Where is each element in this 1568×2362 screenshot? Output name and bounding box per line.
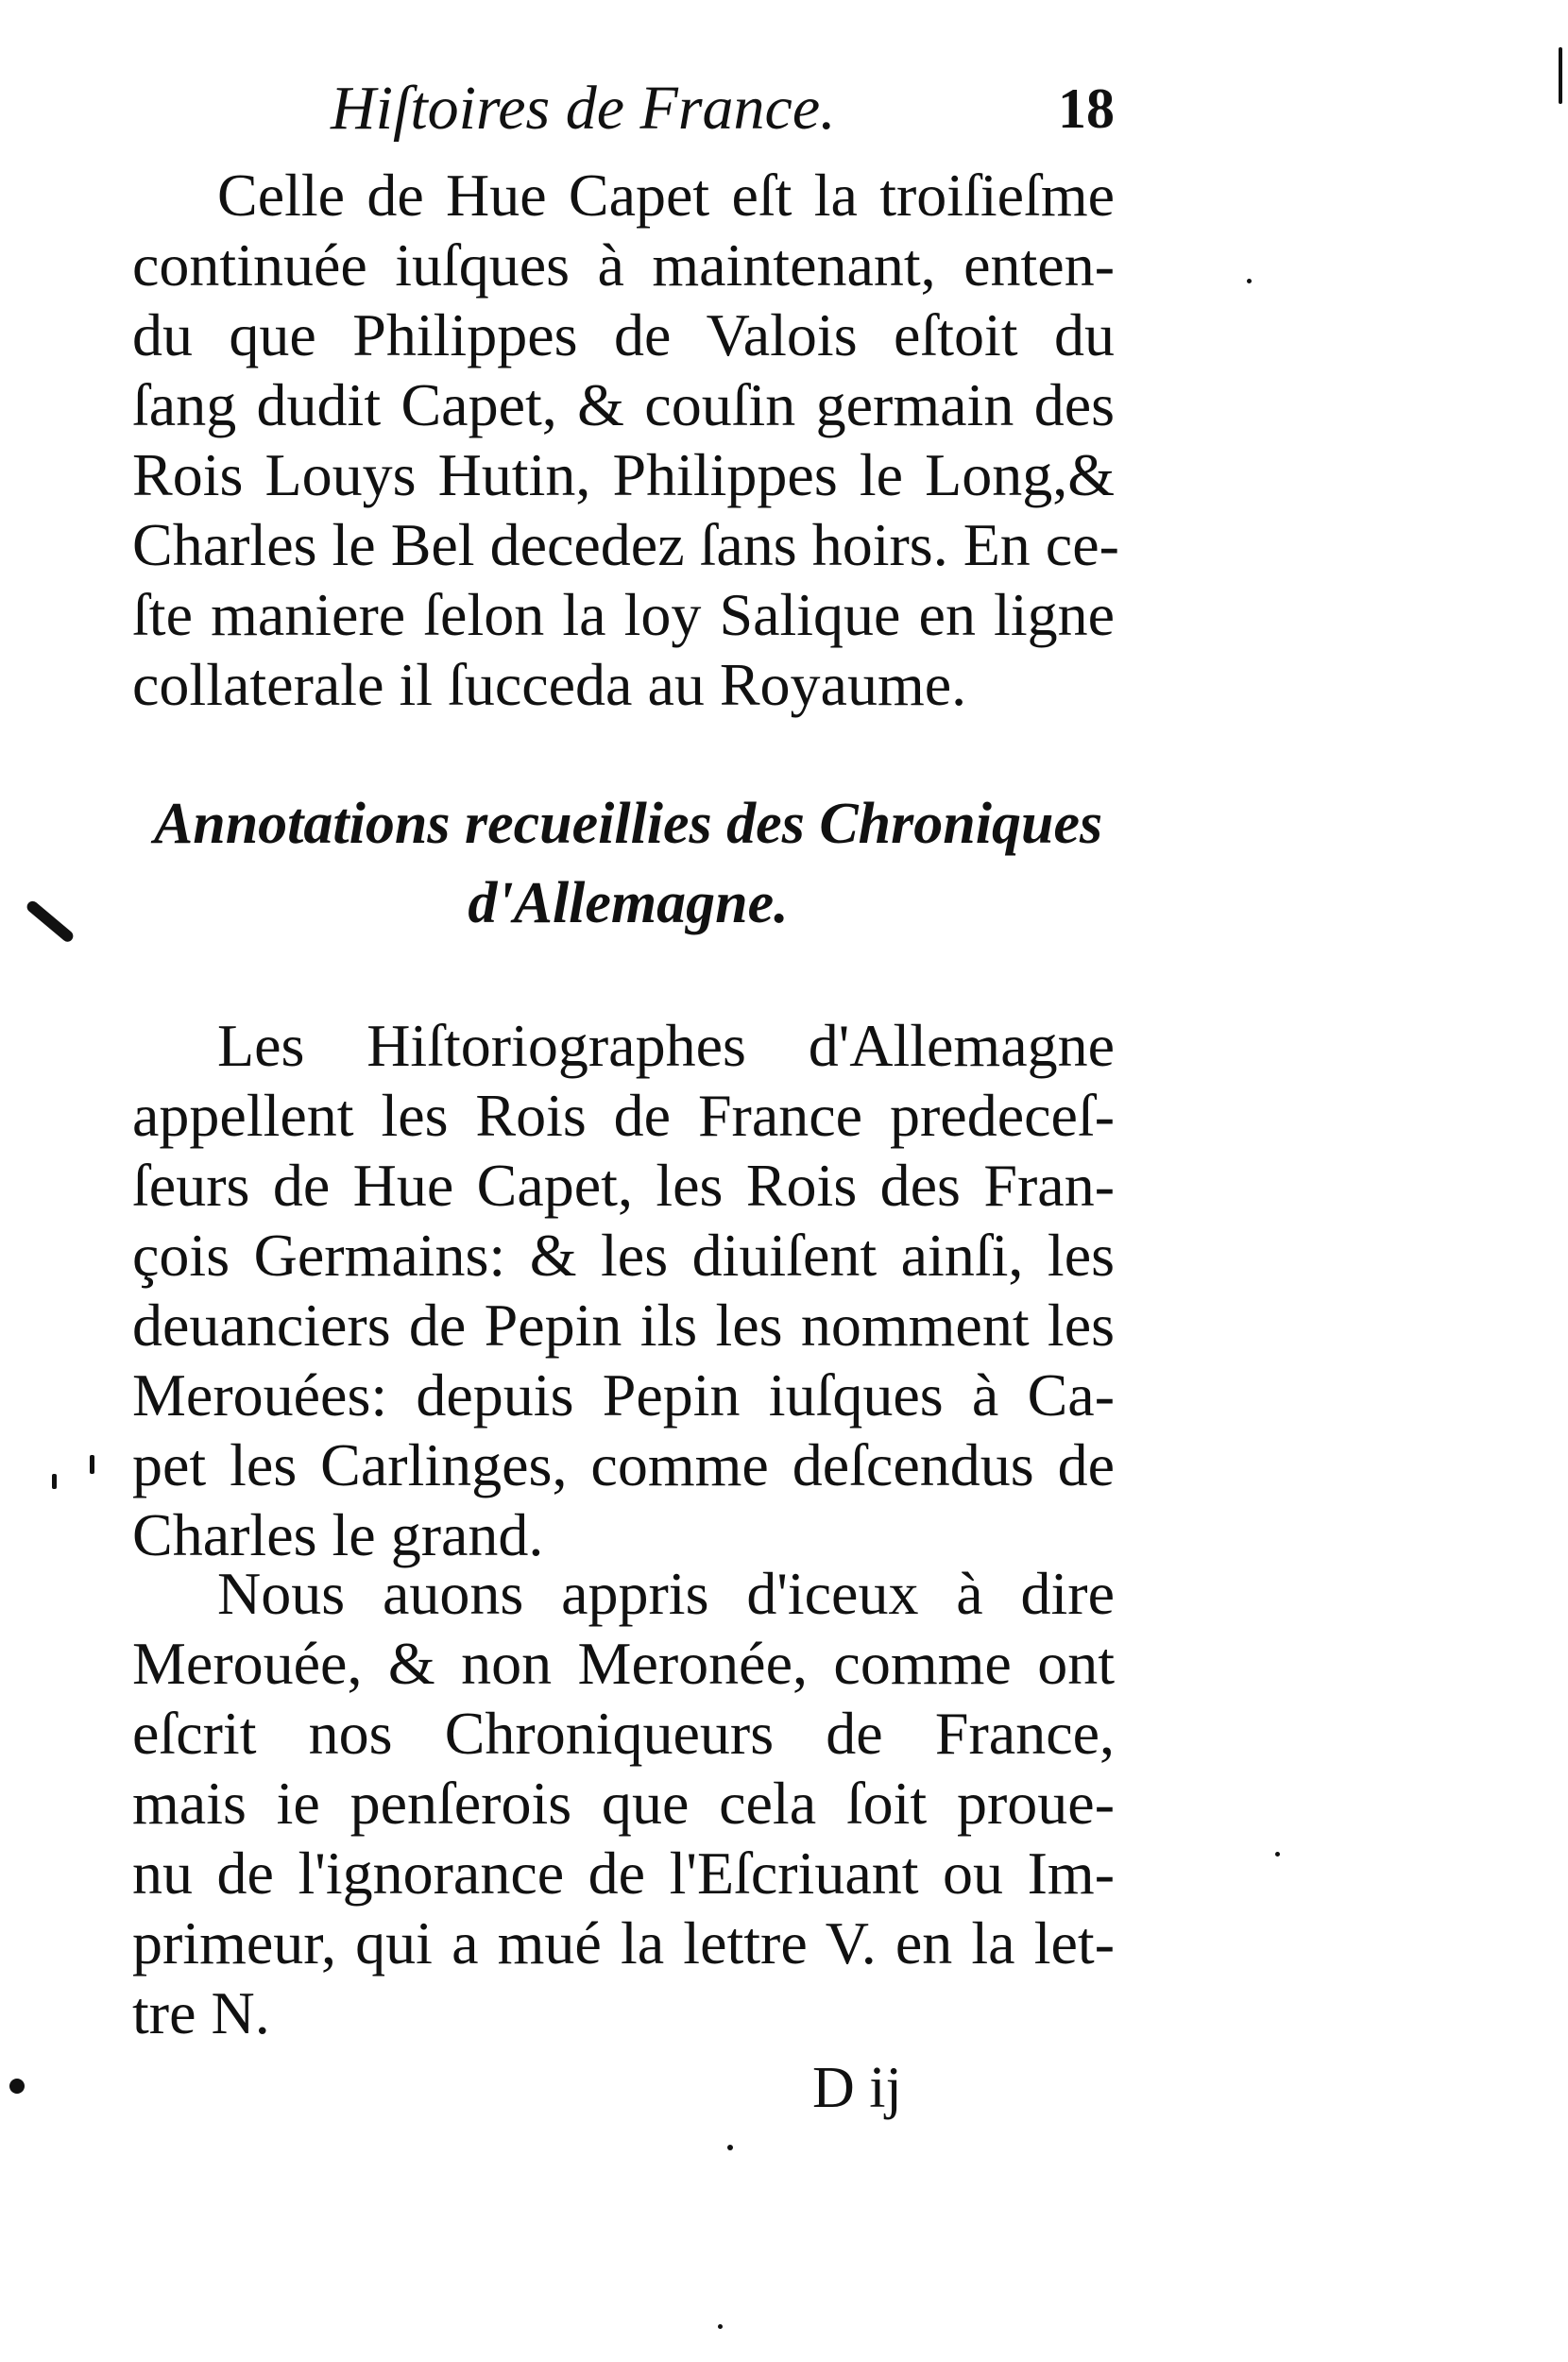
text-line: continuée iuſques à maintenant, enten- (132, 231, 1115, 299)
ink-speck (1247, 279, 1252, 283)
ink-speck (718, 2324, 723, 2329)
text-line: mais ie penſerois que cela ſoit proue- (132, 1770, 1115, 1837)
text-line: eſcrit nos Chroniqueurs de France, (132, 1700, 1115, 1767)
text-line: ſang dudit Capet, & couſin germain des (132, 371, 1115, 438)
page-number: 18 (1058, 77, 1115, 140)
text-line: Charles le Bel decedez ſans hoirs. En ce- (132, 511, 1119, 578)
running-title: Hiſtoires de France. (331, 74, 836, 143)
text-line: primeur, qui a mué la lettre V. en la let- (132, 1909, 1115, 1977)
text-line: tre N. (132, 1979, 270, 2046)
text-line: appellent les Rois de France predeceſ- (132, 1082, 1115, 1149)
paragraph-merouee (132, 1559, 1115, 2048)
signature-mark: D ij (812, 2056, 902, 2120)
heading-line: Annotations recueillies des Chroniques (153, 792, 1103, 856)
ink-speck (727, 2145, 733, 2150)
ink-speck (1559, 47, 1562, 104)
ink-speck (1275, 1852, 1280, 1857)
text-line: Merouée, & non Meronée, comme ont (132, 1630, 1115, 1697)
text-line: Rois Louys Hutin, Philippes le Long,& (132, 441, 1115, 508)
text-line: Merouées: depuis Pepin iuſques à Ca- (132, 1361, 1115, 1429)
ink-speck (52, 1474, 57, 1489)
text-line: deuanciers de Pepin ils les nomment les (132, 1292, 1115, 1359)
text-line: Les Hiſtoriographes d'Allemagne (217, 1012, 1115, 1079)
text-line: Charles le grand. (132, 1501, 544, 1568)
paragraph-capet (132, 161, 1119, 720)
text-line: ſeurs de Hue Capet, les Rois des Fran- (132, 1152, 1115, 1219)
paragraph-historiographes (132, 1011, 1115, 1570)
heading-line: d'Allemagne. (468, 871, 789, 935)
text-line: Nous auons appris d'iceux à dire (217, 1560, 1115, 1627)
text-line: du que Philippes de Valois eſtoit du (132, 301, 1115, 368)
text-line: Celle de Hue Capet eſt la troiſieſme (217, 162, 1115, 229)
text-line: çois Germains: & les diuiſent ainſi, les (132, 1222, 1115, 1289)
page-header (331, 66, 1133, 151)
ink-speck (9, 2079, 25, 2094)
text-line: ſte maniere ſelon la loy Salique en ligne (132, 581, 1115, 648)
text-line: nu de l'ignorance de l'Eſcriuant ou Im- (132, 1840, 1115, 1907)
section-heading (123, 784, 1133, 943)
text-line: pet les Carlinges, comme deſcendus de (132, 1431, 1115, 1498)
text-line: collaterale il ſucceda au Royaume. (132, 651, 967, 718)
margin-stroke (25, 899, 76, 944)
ink-speck (90, 1455, 94, 1474)
